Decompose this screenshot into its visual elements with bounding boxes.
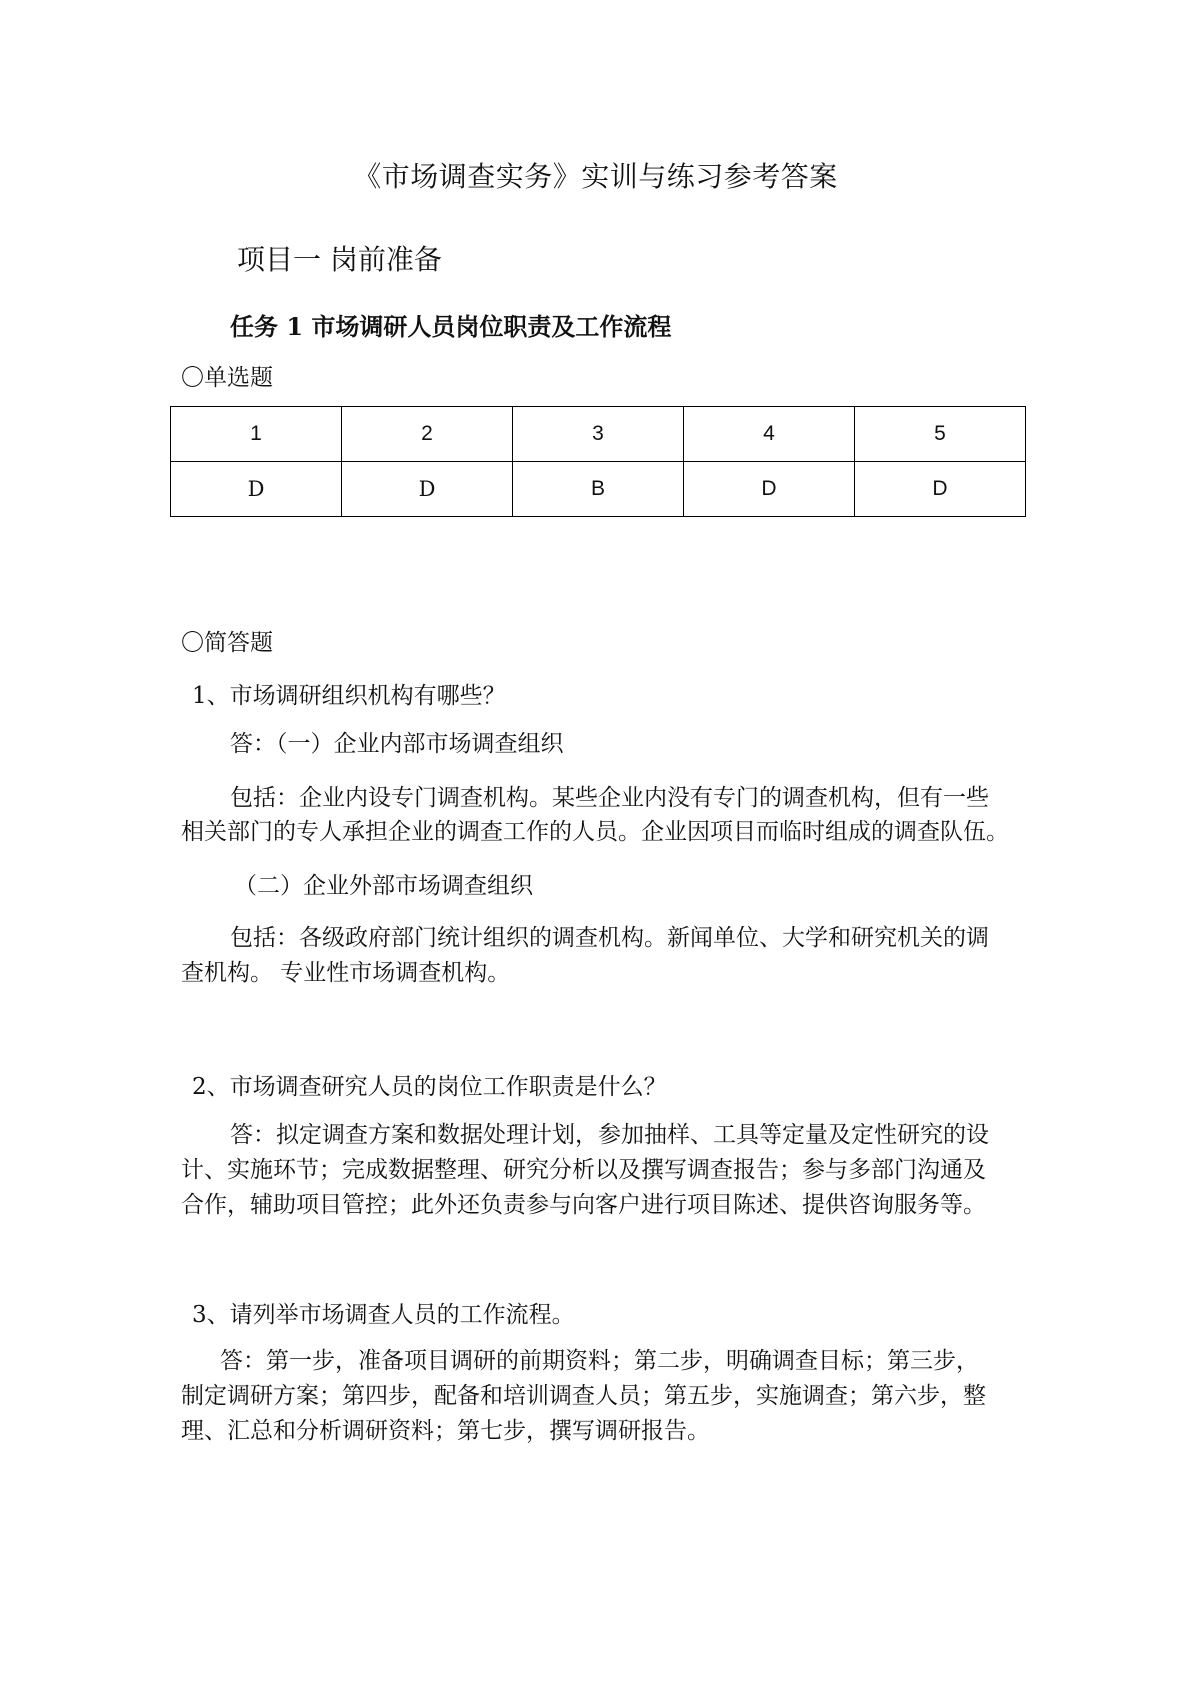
answer-1-intro: 答：（一）企业内部市场调查组织 xyxy=(230,731,564,757)
answer-2-line3: 合作，辅助项目管控；此外还负责参与向客户进行项目陈述、提供咨询服务等。 xyxy=(181,1192,986,1218)
answer-3-line3: 理、汇总和分析调研资料；第七步，撰写调研报告。 xyxy=(181,1418,710,1444)
table-answer-cell: D xyxy=(342,462,513,517)
table-header-row xyxy=(171,407,1026,462)
table-answer-cell: D xyxy=(855,462,1026,517)
question-1: 1、市场调研组织机构有哪些？ xyxy=(192,683,506,709)
table-answer-cell: D xyxy=(684,462,855,517)
answer-2-line2: 计、实施环节；完成数据整理、研究分析以及撰写调查报告；参与多部门沟通及 xyxy=(181,1157,986,1183)
table-header-cell: 3 xyxy=(513,407,684,462)
question-2: 2、市场调查研究人员的岗位工作职责是什么？ xyxy=(192,1074,667,1100)
single-choice-answer-table xyxy=(170,406,1026,517)
answer-1-internal-line2: 相关部门的专人承担企业的调查工作的人员。企业因项目而临时组成的调查队伍。 xyxy=(181,819,1009,845)
answer-3-line1: 答：第一步，准备项目调研的前期资料；第二步，明确调查目标；第三步， xyxy=(220,1348,979,1374)
answer-1-internal-line1: 包括：企业内设专门调查机构。某些企业内没有专门的调查机构，但有一些 xyxy=(230,785,989,811)
question-3: 3、请列举市场调查人员的工作流程。 xyxy=(192,1302,575,1328)
table-header-cell: 5 xyxy=(855,407,1026,462)
single-choice-label: 〇单选题 xyxy=(181,365,273,391)
table-answer-row xyxy=(171,462,1026,517)
task-title: 任务 1 市场调研人员岗位职责及工作流程 xyxy=(230,312,672,341)
answer-3-line2: 制定调研方案；第四步，配备和培训调查人员；第五步，实施调查；第六步，整 xyxy=(181,1383,986,1409)
answer-2-line1: 答：拟定调查方案和数据处理计划，参加抽样、工具等定量及定性研究的设 xyxy=(230,1122,989,1148)
answer-1-external-line1: 包括：各级政府部门统计组织的调查机构。新闻单位、大学和研究机关的调 xyxy=(230,925,989,951)
document-title: 《市场调查实务》实训与练习参考答案 xyxy=(353,160,838,193)
project-title: 项目一 岗前准备 xyxy=(237,243,442,276)
table-answer-cell: D xyxy=(171,462,342,517)
table-header-cell: 4 xyxy=(684,407,855,462)
table-header-cell: 1 xyxy=(171,407,342,462)
table-answer-cell: B xyxy=(513,462,684,517)
answer-1-external-heading: （二）企业外部市场调查组织 xyxy=(234,873,533,899)
answer-1-external-line2: 查机构。 专业性市场调查机构。 xyxy=(181,960,511,986)
short-answer-label: 〇简答题 xyxy=(181,630,273,656)
table-header-cell: 2 xyxy=(342,407,513,462)
